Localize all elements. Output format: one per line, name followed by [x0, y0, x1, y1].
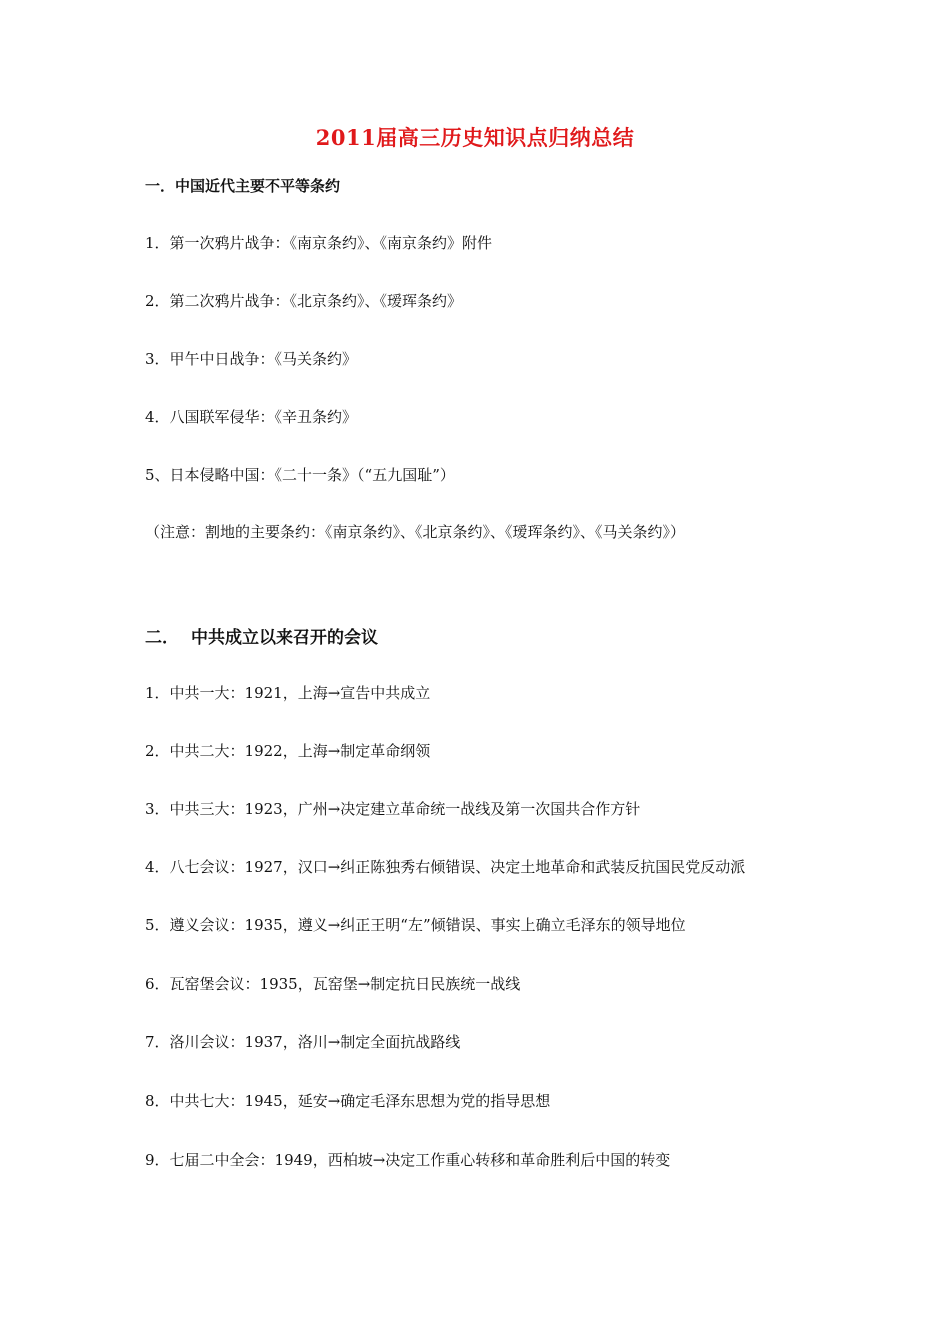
list-item: 7．洛川会议：1937，洛川→制定全面抗战路线 — [145, 1033, 461, 1051]
list-item: 4．八国联军侵华：《辛丑条约》 — [145, 408, 358, 426]
list-item: 1．第一次鸦片战争：《南京条约》、《南京条约》附件 — [145, 234, 493, 252]
section-heading-treaties: 一．中国近代主要不平等条约 — [145, 177, 341, 195]
list-item: 9．七届二中全会：1949，西柏坡→决定工作重心转移和革命胜利后中国的转变 — [145, 1151, 671, 1169]
list-item: 3．中共三大：1923，广州→决定建立革命统一战线及第一次国共合作方针 — [145, 800, 641, 818]
list-item: 3．甲午中日战争：《马关条约》 — [145, 350, 358, 368]
list-item: 5．遵义会议：1935，遵义→纠正王明“左”倾错误、事实上确立毛泽东的领导地位 — [145, 916, 686, 934]
list-item: 2．中共二大：1922，上海→制定革命纲领 — [145, 742, 431, 760]
list-item: 1．中共一大：1921，上海→宣告中共成立 — [145, 684, 431, 702]
section-number: 二． — [145, 628, 179, 648]
list-item: 4．八七会议：1927，汉口→纠正陈独秀右倾错误、决定土地革命和武装反抗国民党反动派 — [145, 858, 746, 876]
document-title: 2011届高三历史知识点归纳总结 — [315, 125, 635, 150]
section-heading-meetings — [145, 623, 378, 648]
list-item: 2．第二次鸦片战争：《北京条约》、《瑷珲条约》 — [145, 292, 463, 310]
list-item: 6．瓦窑堡会议：1935，瓦窑堡→制定抗日民族统一战线 — [145, 975, 521, 993]
list-item: 8．中共七大：1945，延安→确定毛泽东思想为党的指导思想 — [145, 1092, 551, 1110]
list-item: 5、日本侵略中国：《二十一条》（“五九国耻”） — [145, 466, 455, 484]
treaty-note: （注意：割地的主要条约：《南京条约》、《北京条约》、《瑷珲条约》、《马关条约》） — [145, 523, 686, 541]
section-heading-label: 中共成立以来召开的会议 — [191, 628, 378, 648]
